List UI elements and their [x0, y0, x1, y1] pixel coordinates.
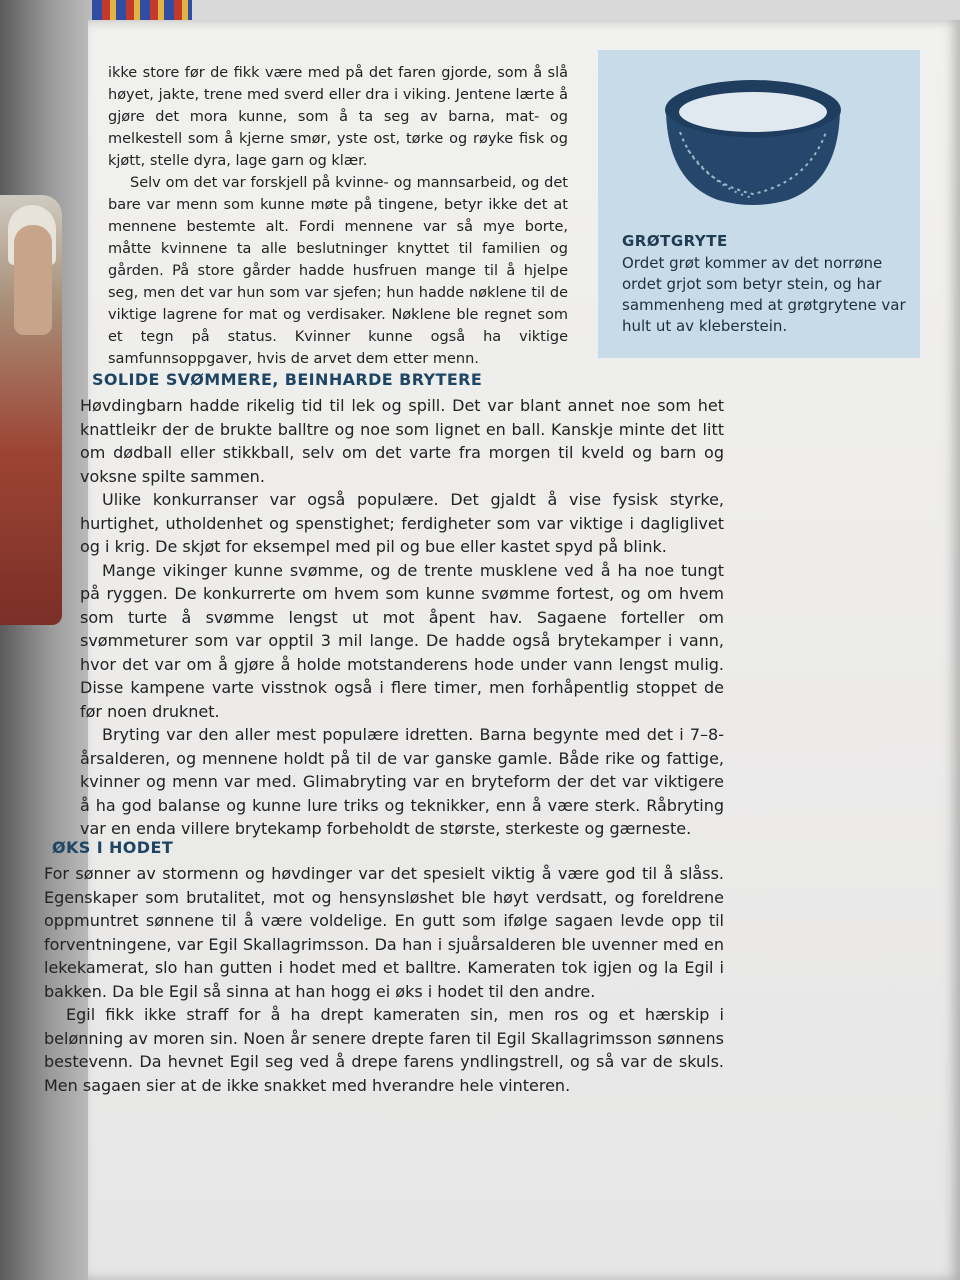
sidebar-caption: Ordet grøt kommer av det norrøne ordet grjot som betyr stein, og har sammenheng med at grøtgrytene var hult ut av kleberstein. — [622, 254, 906, 335]
sidebar-title: GRØTGRYTE — [622, 232, 728, 250]
viking-woman-illustration — [0, 195, 62, 625]
sidebar-box — [598, 50, 920, 358]
face-shape — [14, 225, 52, 335]
section-text — [80, 394, 724, 841]
paragraph: For sønner av stormenn og høvdinger var det spesielt viktig å være god til å slåss. Egenskaper som brutalitet, mot og hensynsløshet ble høyt verdsatt, og foreldrene oppmuntret sønnene til å være voldelige. En gutt som ifølge sagaen levde opp til forventningene, var Egil Skallagrimsson. Da han i sjuårsalderen ble uvenner med en lekekamerat, slo han gutten i hodet med et balltre. Kameraten tok igjen og la Egil i bakken. Da ble Egil så sinna at han hogg ei øks i hodet til den andre. — [44, 864, 724, 1001]
paragraph: ikke store før de fikk være med på det faren gjorde, som å slå høyet, jakte, trene med sverd eller dra i viking. Jentene lærte å gjøre det mora kunne, som å ta seg av barna, mat- og melkestell som å kjerne smør, yste ost, tørke og røyke fisk og kjøtt, stelle dyra, lage garn og klær. — [108, 65, 568, 169]
section-heading: ØKS I HODET — [52, 838, 174, 857]
paragraph: Høvdingbarn hadde rikelig tid til lek og spill. Det var blant annet noe som het knattleikr der de brukte balltre og noe som lignet en ball. Kanskje minte det litt om dødball eller stikkball, selv om det varte fra morgen til kveld og barn og voksne spilte sammen. — [80, 396, 724, 486]
intro-text — [108, 62, 568, 370]
decorative-border — [92, 0, 192, 22]
paragraph: Ulike konkurranser var også populære. Det gjaldt å vise fysisk styrke, hurtighet, utholdenhet og spenstighet; ferdigheter som var viktige i dagliglivet og i krig. De skjøt for eksempel med pil og bue eller kastet spyd på blink. — [80, 490, 724, 556]
paragraph: Selv om det var forskjell på kvinne- og mannsarbeid, og det bare var menn som kunne møte på tingene, betyr ikke det at mennene bestemte alt. Fordi mennene var så mye borte, måtte kvinnene ta alle beslutninger knyttet til familien og gården. På store gårder hadde husfruen mange til å hjelpe seg, men det var hun som var sjefen; hun hadde nøklene til de viktige lagrene for mat og verdisaker. Nøklene ble regnet som et tegn på status. Kvinner kunne også ha viktige samfunnsoppgaver, hvis de arvet dem etter menn. — [108, 175, 568, 367]
paragraph: Mange vikinger kunne svømme, og de trente musklene ved å ha noe tungt på ryggen. De konkurrerte om hvem som kunne svømme fortest, og om hvem som turte å svømme lengst ut mot åpent hav. Sagaene forteller om svømmeturer som var opptil 3 mil lange. De hadde også brytekamper i vann, hvor det var om å gjøre å holde motstanderens hode under vann lengst mulig. Disse kampene varte visstnok også i flere timer, men forhåpentlig stoppet de før noen druknet. — [80, 560, 724, 721]
paragraph: Egil fikk ikke straff for å ha drept kameraten sin, men ros og et hærskip i belønning av moren sin. Noen år senere drepte faren til Egil Skallagrimsson sønnens bestevenn. Da hevnet Egil seg ved å drepe farens yndlingstrell, og så var de skuls. Men sagaen sier at de ikke snakket med hverandre hele vinteren. — [44, 1005, 724, 1095]
section-text — [44, 862, 724, 1097]
paragraph: Bryting var den aller mest populære idretten. Barna begynte med det i 7–8-årsalderen, og mennene holdt på til de var ganske gamle. Både rike og fattige, kvinner og menn var med. Glimabryting var en bryteform der det var viktigere å ha god balanse og kunne lure triks og teknikker, enn å være sterk. Råbryting var en enda villere brytekamp forbeholdt de største, sterkeste og gærneste. — [80, 725, 724, 838]
section-heading: SOLIDE SVØMMERE, BEINHARDE BRYTERE — [92, 370, 483, 389]
soapstone-pot-icon — [658, 72, 848, 212]
